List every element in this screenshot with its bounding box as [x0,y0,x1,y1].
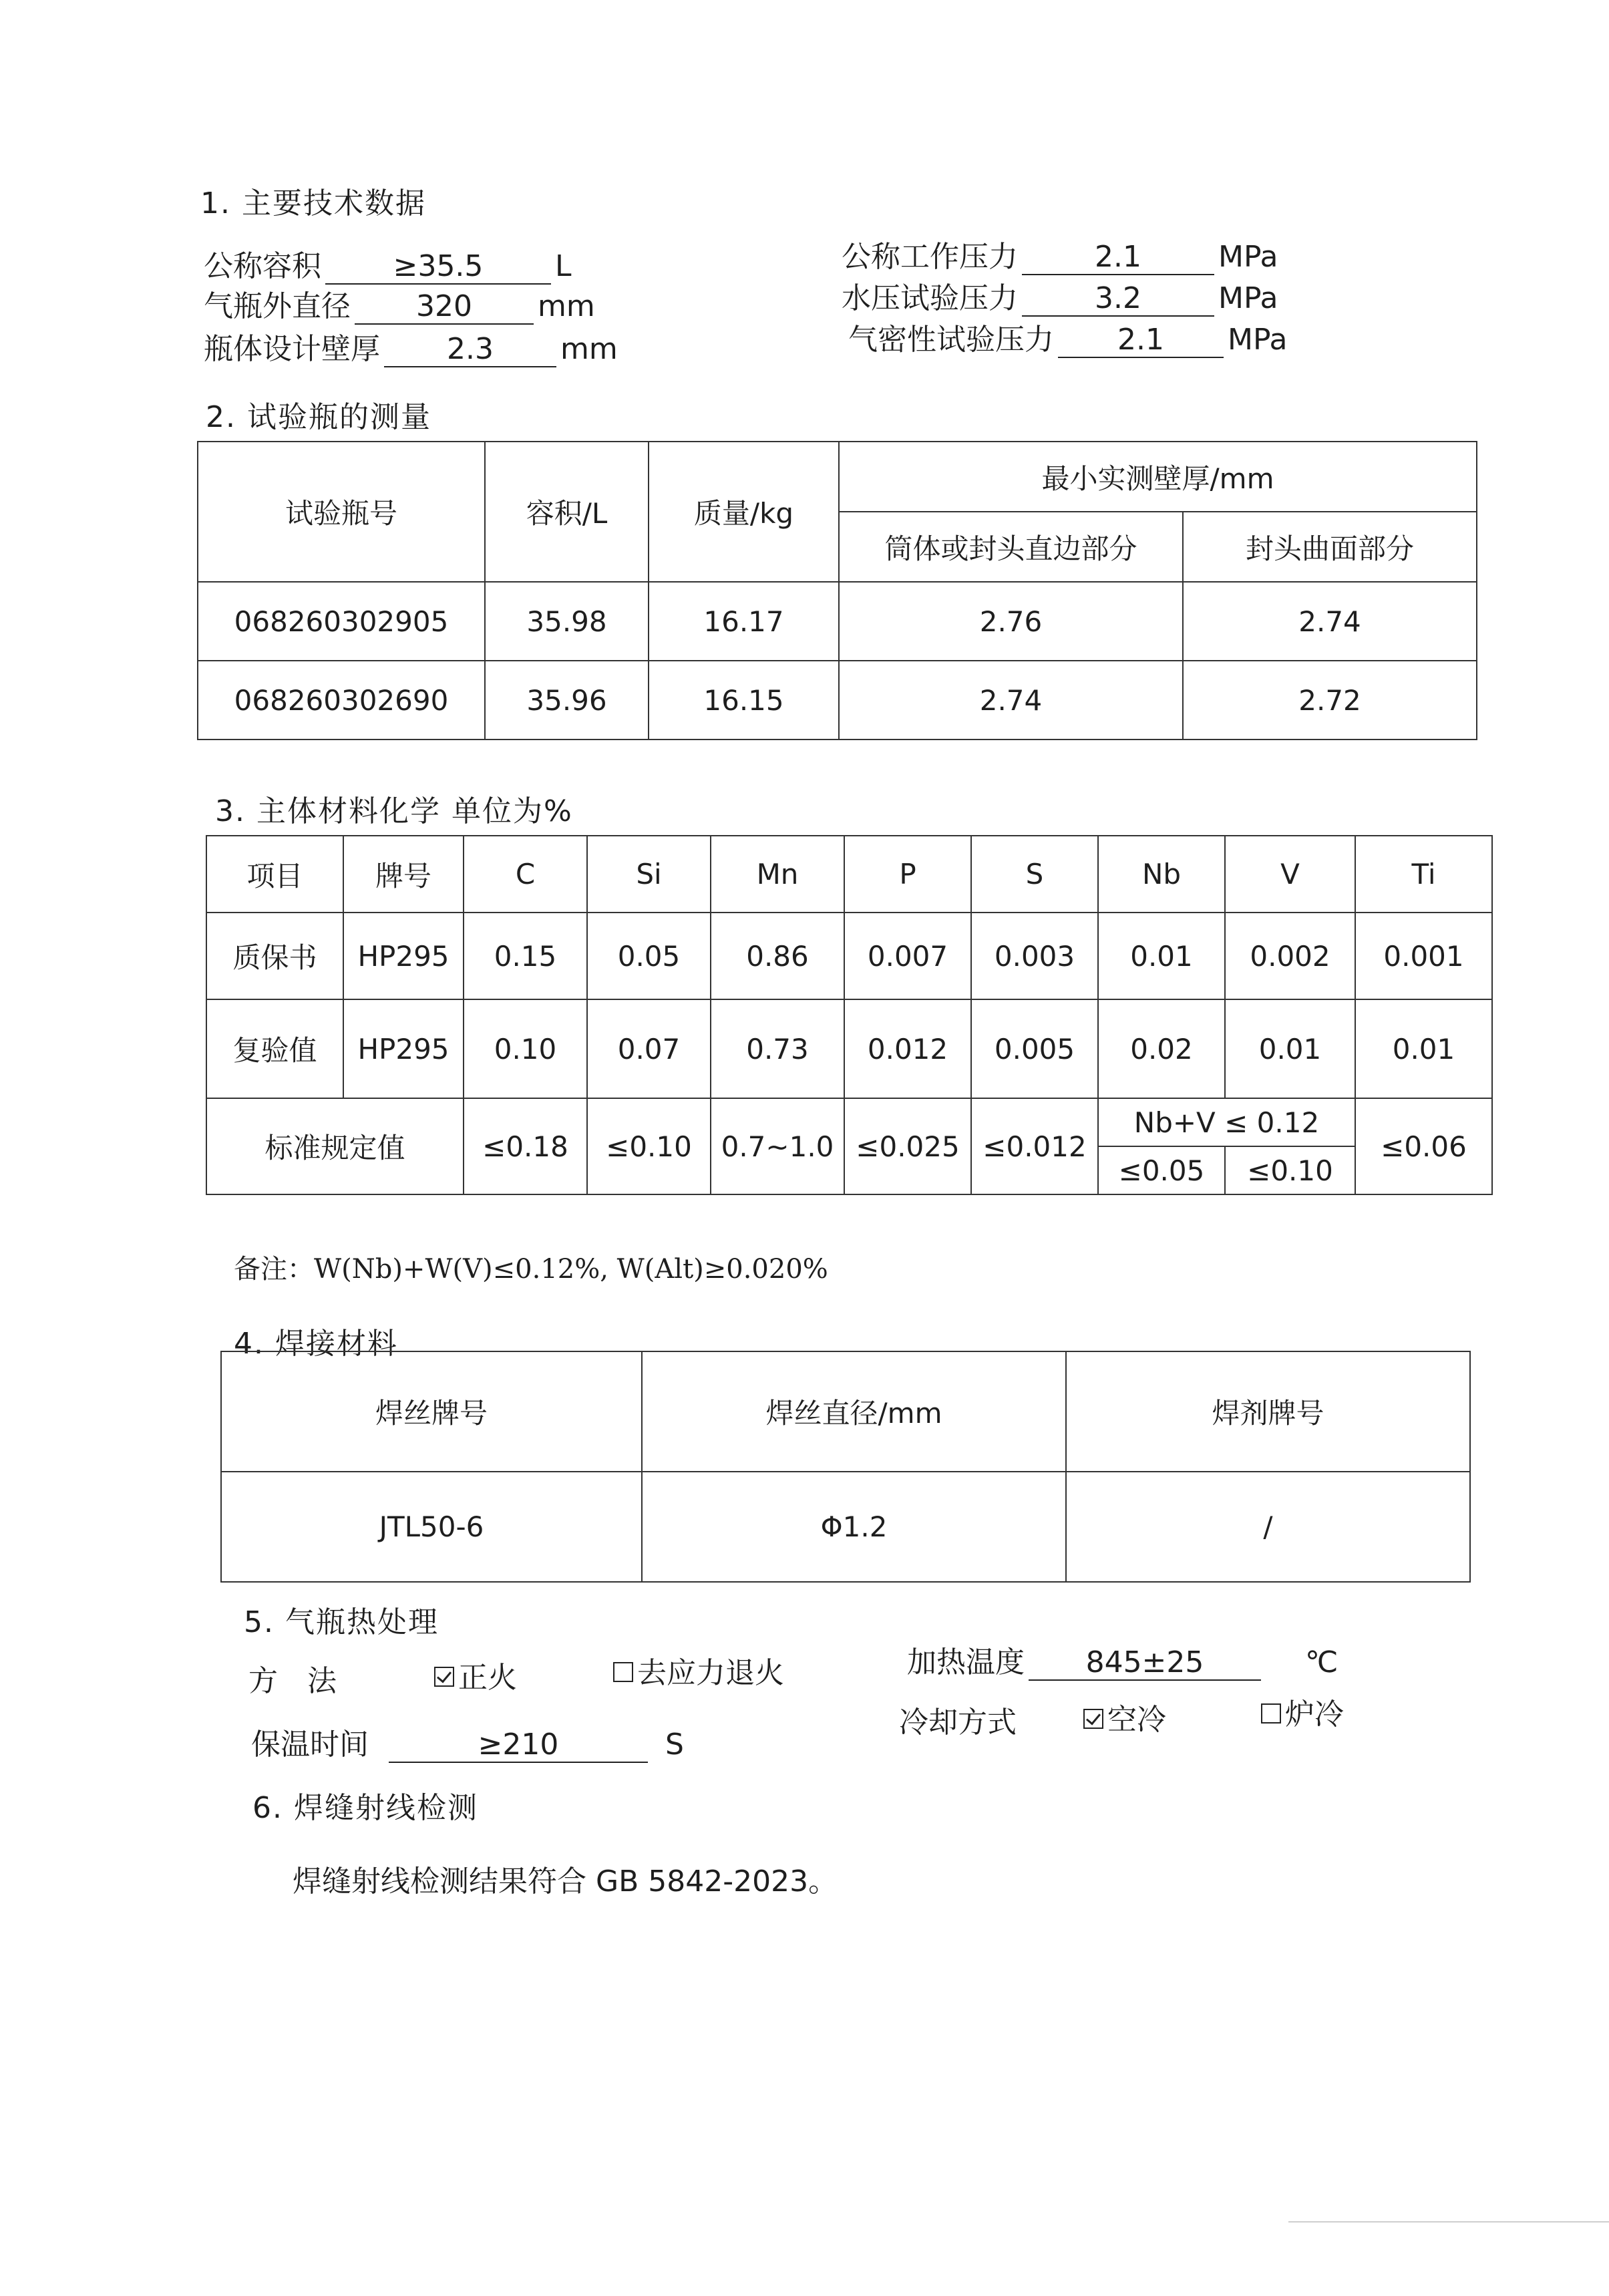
empty-box-icon [613,1662,633,1682]
nominal-volume-value: ≥35.5 [325,249,551,285]
checked-box-icon [1083,1709,1103,1729]
standard-ti: ≤0.06 [1355,1098,1492,1194]
standard-si: ≤0.10 [587,1098,711,1194]
mass-cell: 16.17 [649,582,839,661]
table-row [221,1472,1470,1582]
hold-time-value: ≥210 [389,1728,648,1763]
header-si: Si [587,836,711,913]
working-pressure-value: 2.1 [1022,240,1214,275]
straight-cell: 2.76 [839,582,1183,661]
header-wire-diameter: 焊丝直径/mm [642,1351,1066,1472]
air-cool-option: 空冷 [1083,1695,1166,1738]
straight-cell: 2.74 [839,661,1183,740]
section-2-heading: 2. 试验瓶的测量 [206,400,431,434]
curved-cell: 2.72 [1183,661,1477,740]
si-cell: 0.07 [587,999,711,1098]
row-label: 质保书 [206,913,343,999]
mn-cell: 0.86 [711,913,844,999]
nb-cell: 0.02 [1098,999,1225,1098]
leak-pressure-value: 2.1 [1058,323,1224,358]
standard-mn: 0.7~1.0 [711,1098,844,1194]
method-label: 方 法 [248,1664,337,1698]
heating-temp-field: 加热温度 845±25 ℃ [907,1645,1338,1679]
curved-cell: 2.74 [1183,582,1477,661]
working-pressure-field: 公称工作压力 2.1 MPa [842,240,1278,274]
header-nb: Nb [1098,836,1225,913]
s-cell: 0.003 [971,913,1098,999]
header-curved-part: 封头曲面部分 [1183,512,1477,582]
table-row [206,999,1492,1098]
welding-material-table [220,1351,1471,1583]
row-label: 复验值 [206,999,343,1098]
section-6-heading: 6. 焊缝射线检测 [252,1791,478,1825]
header-straight-part: 筒体或封头直边部分 [839,512,1183,582]
table-row [198,661,1477,740]
section-3-heading: 3. 主体材料化学 单位为% [215,794,573,828]
header-v: V [1225,836,1355,913]
grade-cell: HP295 [343,913,464,999]
table-row [206,913,1492,999]
section-1-heading: 1. 主要技术数据 [200,186,426,220]
header-ti: Ti [1355,836,1492,913]
scan-edge-line [1288,2221,1609,2223]
flux-grade-cell: / [1066,1472,1470,1582]
mass-cell: 16.15 [649,661,839,740]
normalizing-option: 正火 [434,1653,517,1696]
serial-cell: 068260302905 [198,582,485,661]
c-cell: 0.15 [464,913,587,999]
table-row [198,582,1477,661]
serial-cell: 068260302690 [198,661,485,740]
mn-cell: 0.73 [711,999,844,1098]
si-cell: 0.05 [587,913,711,999]
v-cell: 0.002 [1225,913,1355,999]
volume-cell: 35.96 [485,661,649,740]
empty-box-icon [1261,1703,1281,1724]
header-s: S [971,836,1098,913]
standard-nb: ≤0.05 [1098,1146,1225,1194]
remark-note: 备注：W(Nb)+W(V)≤0.12%, W(Alt)≥0.020% [234,1254,828,1285]
header-grade: 牌号 [343,836,464,913]
wall-thickness-value: 2.3 [384,332,556,367]
hydro-pressure-value: 3.2 [1022,281,1214,317]
chemistry-header-row [206,836,1492,913]
p-cell: 0.012 [844,999,971,1098]
header-flux-grade: 焊剂牌号 [1066,1351,1470,1472]
ti-cell: 0.001 [1355,913,1492,999]
section-4-heading: 4. 焊接材料 [234,1327,398,1361]
heating-temp-value: 845±25 [1029,1645,1261,1681]
wall-thickness-field: 瓶体设计壁厚 2.3 mm [204,332,618,366]
s-cell: 0.005 [971,999,1098,1098]
header-c: C [464,836,587,913]
leak-pressure-field: 气密性试验压力 2.1 MPa [848,323,1288,357]
p-cell: 0.007 [844,913,971,999]
standard-v: ≤0.10 [1225,1146,1355,1194]
wire-grade-cell: JTL50-6 [221,1472,642,1582]
header-serial: 试验瓶号 [198,442,485,582]
checked-box-icon [434,1667,454,1687]
nb-cell: 0.01 [1098,913,1225,999]
grade-cell: HP295 [343,999,464,1098]
ti-cell: 0.01 [1355,999,1492,1098]
chemistry-table [206,835,1493,1195]
header-volume: 容积/L [485,442,649,582]
standard-nbv: Nb+V ≤ 0.12 [1098,1098,1355,1146]
standard-row [206,1098,1492,1146]
outer-diameter-value: 320 [355,289,534,325]
standard-c: ≤0.18 [464,1098,587,1194]
nominal-volume-field: 公称容积 ≥35.5 L [204,249,572,283]
outer-diameter-field: 气瓶外直径 320 mm [204,289,595,323]
radiography-result: 焊缝射线检测结果符合 GB 5842-2023。 [293,1864,838,1899]
v-cell: 0.01 [1225,999,1355,1098]
standard-s: ≤0.012 [971,1098,1098,1194]
welding-header-row [221,1351,1470,1472]
header-item: 项目 [206,836,343,913]
header-mn: Mn [711,836,844,913]
header-mass: 质量/kg [649,442,839,582]
header-wire-grade: 焊丝牌号 [221,1351,642,1472]
c-cell: 0.10 [464,999,587,1098]
stress-relief-option: 去应力退火 [613,1649,784,1691]
section-5-heading: 5. 气瓶热处理 [244,1605,439,1639]
test-cylinder-table [197,441,1477,740]
header-p: P [844,836,971,913]
volume-cell: 35.98 [485,582,649,661]
hold-time-field: 保温时间 ≥210 S [251,1728,684,1762]
header-min-wall: 最小实测壁厚/mm [839,442,1477,512]
furnace-cool-option: 炉冷 [1261,1690,1344,1733]
wire-diameter-cell: Φ1.2 [642,1472,1066,1582]
standard-label: 标准规定值 [206,1098,464,1194]
cooling-label: 冷却方式 [899,1705,1017,1740]
standard-p: ≤0.025 [844,1098,971,1194]
hydro-pressure-field: 水压试验压力 3.2 MPa [842,281,1278,315]
